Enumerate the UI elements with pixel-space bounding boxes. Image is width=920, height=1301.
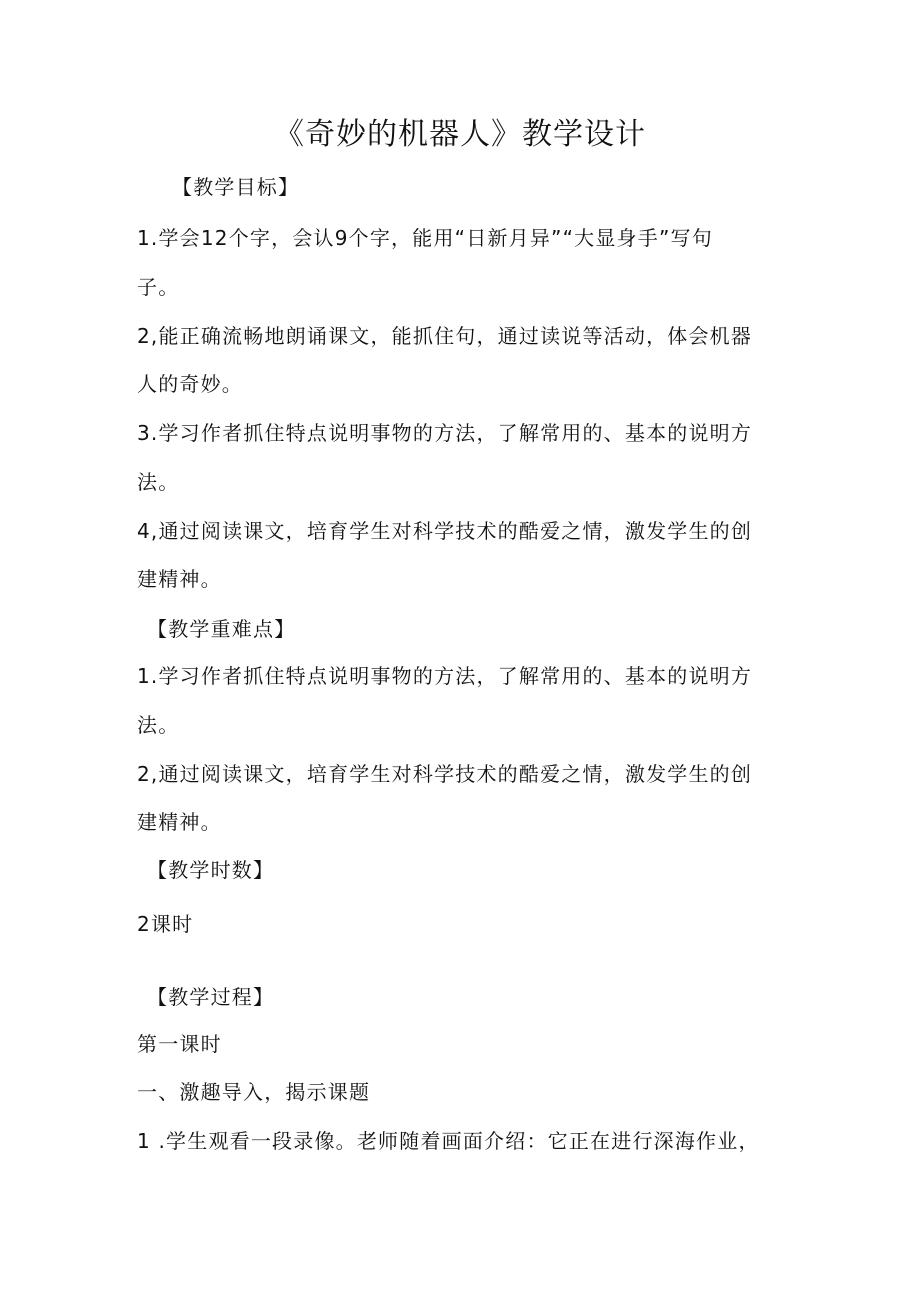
hours-value: 2课时: [137, 912, 194, 936]
document-title: 《奇妙的机器人》教学设计: [274, 117, 646, 152]
objective-line: 1.学会12个字，会认9个字，能用“日新月异”“大显身手”写句: [137, 226, 713, 250]
hours-heading: 【教学时数】: [147, 858, 275, 882]
keypoint-line: 2,通过阅读课文，培育学生对科学技术的酷爱之情，激发学生的创: [137, 762, 753, 786]
objective-line: 4,通过阅读课文，培育学生对科学技术的酷爱之情，激发学生的创: [137, 519, 753, 543]
objective-line: 法。: [137, 470, 180, 494]
keypoint-line: 1.学习作者抓住特点说明事物的方法，了解常用的、基本的说明方: [137, 664, 753, 688]
objective-line: 子。: [137, 275, 180, 299]
keypoints-heading: 【教学重难点】: [147, 617, 296, 641]
process-line: 1 .学生观看一段录像。老师随着画面介绍：它正在进行深海作业，: [137, 1129, 760, 1153]
objective-line: 人的奇妙。: [137, 372, 243, 396]
keypoint-line: 建精神。: [137, 810, 222, 834]
process-heading: 【教学过程】: [147, 985, 275, 1009]
process-line: 一、激趣导入，揭示课题: [137, 1080, 371, 1104]
process-line: 第一课时: [137, 1032, 222, 1056]
objectives-heading: 【教学目标】: [172, 175, 300, 199]
objective-line: 2,能正确流畅地朗诵课文，能抓住句，通过读说等活动，体会机器: [137, 324, 753, 348]
keypoint-line: 法。: [137, 713, 180, 737]
objective-line: 3.学习作者抓住特点说明事物的方法，了解常用的、基本的说明方: [137, 421, 753, 445]
objective-line: 建精神。: [137, 567, 222, 591]
